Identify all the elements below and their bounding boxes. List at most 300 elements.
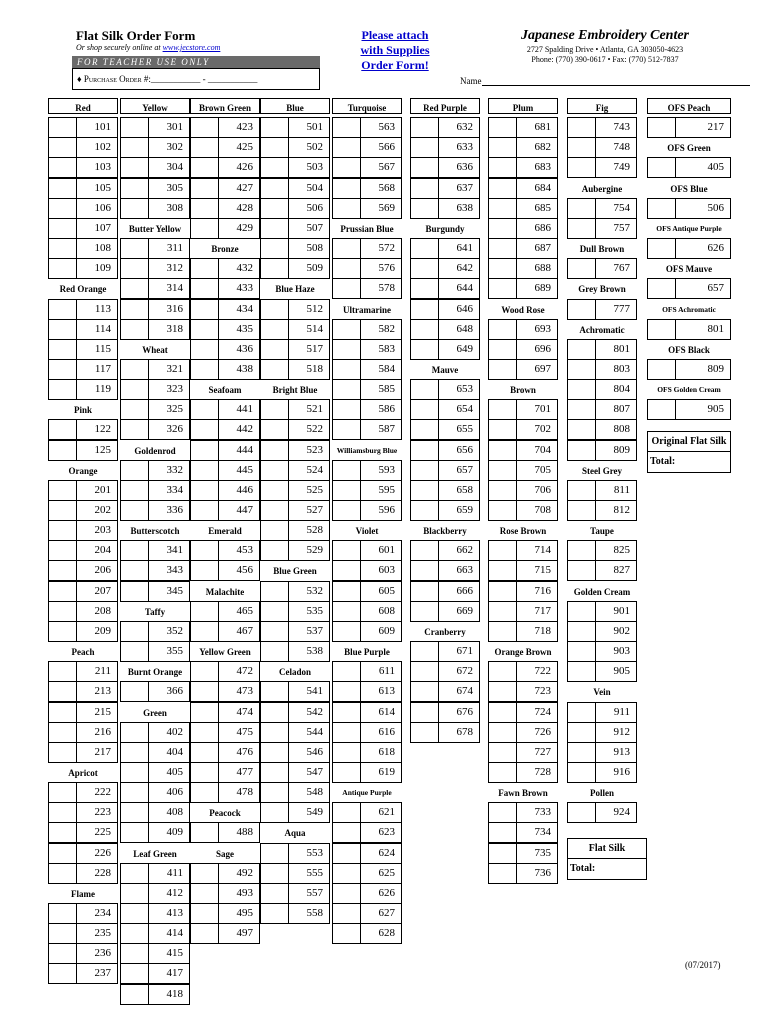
- quantity-box[interactable]: [333, 662, 361, 681]
- color-order-cell[interactable]: [190, 440, 260, 461]
- color-order-cell[interactable]: [190, 540, 260, 561]
- color-order-cell[interactable]: [260, 581, 330, 602]
- color-order-cell[interactable]: [410, 681, 480, 702]
- color-order-cell[interactable]: [488, 178, 558, 199]
- quantity-box[interactable]: [489, 561, 517, 580]
- quantity-box[interactable]: [489, 763, 517, 782]
- color-order-cell[interactable]: [567, 540, 637, 561]
- color-order-cell[interactable]: [410, 198, 480, 219]
- color-order-cell[interactable]: [410, 238, 480, 259]
- color-order-cell[interactable]: [48, 722, 118, 743]
- color-order-cell[interactable]: [190, 480, 260, 501]
- quantity-box[interactable]: [261, 118, 289, 137]
- quantity-box[interactable]: [49, 682, 77, 701]
- color-order-cell[interactable]: [647, 319, 731, 340]
- quantity-box[interactable]: [489, 441, 517, 460]
- quantity-box[interactable]: [191, 360, 219, 379]
- quantity-box[interactable]: [489, 743, 517, 762]
- quantity-box[interactable]: [49, 864, 77, 883]
- color-order-cell[interactable]: [48, 863, 118, 884]
- quantity-box[interactable]: [489, 662, 517, 681]
- quantity-box[interactable]: [49, 904, 77, 923]
- quantity-box[interactable]: [333, 481, 361, 500]
- quantity-box[interactable]: [411, 642, 439, 661]
- color-order-cell[interactable]: [48, 117, 118, 138]
- quantity-box[interactable]: [261, 239, 289, 258]
- color-order-cell[interactable]: [120, 863, 190, 884]
- quantity-box[interactable]: [333, 158, 361, 177]
- color-order-cell[interactable]: [260, 903, 330, 924]
- color-order-cell[interactable]: [48, 419, 118, 440]
- color-order-cell[interactable]: [120, 460, 190, 481]
- quantity-box[interactable]: [121, 642, 149, 661]
- color-order-cell[interactable]: [190, 923, 260, 944]
- color-order-cell[interactable]: [410, 178, 480, 199]
- color-order-cell[interactable]: [190, 621, 260, 642]
- color-order-cell[interactable]: [48, 581, 118, 602]
- quantity-box[interactable]: [568, 481, 596, 500]
- quantity-box[interactable]: [191, 420, 219, 439]
- quantity-box[interactable]: [121, 179, 149, 198]
- quantity-box[interactable]: [411, 179, 439, 198]
- color-order-cell[interactable]: [567, 440, 637, 461]
- quantity-box[interactable]: [411, 501, 439, 520]
- color-order-cell[interactable]: [120, 581, 190, 602]
- quantity-box[interactable]: [411, 138, 439, 157]
- color-order-cell[interactable]: [410, 258, 480, 279]
- quantity-box[interactable]: [568, 602, 596, 621]
- quantity-box[interactable]: [121, 481, 149, 500]
- color-order-cell[interactable]: [488, 540, 558, 561]
- color-order-cell[interactable]: [190, 278, 260, 299]
- quantity-box[interactable]: [568, 199, 596, 218]
- quantity-box[interactable]: [333, 199, 361, 218]
- quantity-box[interactable]: [489, 340, 517, 359]
- quantity-box[interactable]: [261, 360, 289, 379]
- quantity-box[interactable]: [411, 199, 439, 218]
- quantity-box[interactable]: [489, 138, 517, 157]
- quantity-box[interactable]: [49, 743, 77, 762]
- quantity-box[interactable]: [568, 541, 596, 560]
- quantity-box[interactable]: [261, 844, 289, 863]
- quantity-box[interactable]: [49, 501, 77, 520]
- quantity-box[interactable]: [49, 602, 77, 621]
- quantity-box[interactable]: [411, 300, 439, 319]
- color-order-cell[interactable]: [48, 802, 118, 823]
- quantity-box[interactable]: [121, 904, 149, 923]
- color-order-cell[interactable]: [260, 238, 330, 259]
- quantity-box[interactable]: [49, 541, 77, 560]
- quantity-box[interactable]: [261, 481, 289, 500]
- quantity-box[interactable]: [191, 279, 219, 298]
- color-order-cell[interactable]: [260, 681, 330, 702]
- quantity-box[interactable]: [333, 924, 361, 943]
- quantity-box[interactable]: [411, 279, 439, 298]
- quantity-box[interactable]: [261, 642, 289, 661]
- quantity-box[interactable]: [489, 501, 517, 520]
- color-order-cell[interactable]: [190, 782, 260, 803]
- color-order-cell[interactable]: [488, 601, 558, 622]
- quantity-box[interactable]: [333, 239, 361, 258]
- color-order-cell[interactable]: [190, 218, 260, 239]
- quantity-box[interactable]: [191, 662, 219, 681]
- color-order-cell[interactable]: [410, 399, 480, 420]
- color-order-cell[interactable]: [48, 601, 118, 622]
- color-order-cell[interactable]: [120, 480, 190, 501]
- color-order-cell[interactable]: [260, 621, 330, 642]
- quantity-box[interactable]: [121, 682, 149, 701]
- color-order-cell[interactable]: [48, 742, 118, 763]
- color-order-cell[interactable]: [567, 702, 637, 723]
- color-order-cell[interactable]: [332, 822, 402, 843]
- quantity-box[interactable]: [568, 501, 596, 520]
- quantity-box[interactable]: [191, 783, 219, 802]
- quantity-box[interactable]: [121, 964, 149, 983]
- color-order-cell[interactable]: [332, 339, 402, 360]
- color-order-cell[interactable]: [567, 480, 637, 501]
- quantity-box[interactable]: [121, 279, 149, 298]
- quantity-box[interactable]: [121, 985, 149, 1004]
- color-order-cell[interactable]: [120, 278, 190, 299]
- quantity-box[interactable]: [261, 158, 289, 177]
- quantity-box[interactable]: [411, 723, 439, 742]
- color-order-cell[interactable]: [190, 137, 260, 158]
- quantity-box[interactable]: [333, 461, 361, 480]
- quantity-box[interactable]: [121, 864, 149, 883]
- color-order-cell[interactable]: [332, 863, 402, 884]
- shop-link[interactable]: www.jecstore.com: [162, 43, 221, 52]
- quantity-box[interactable]: [411, 582, 439, 601]
- quantity-box[interactable]: [489, 400, 517, 419]
- color-order-cell[interactable]: [410, 319, 480, 340]
- quantity-box[interactable]: [261, 179, 289, 198]
- quantity-box[interactable]: [49, 219, 77, 238]
- color-order-cell[interactable]: [48, 258, 118, 279]
- color-order-cell[interactable]: [410, 540, 480, 561]
- ofs-total-field[interactable]: Total:: [647, 452, 731, 473]
- color-order-cell[interactable]: [332, 843, 402, 864]
- color-order-cell[interactable]: [332, 722, 402, 743]
- color-order-cell[interactable]: [190, 500, 260, 521]
- color-order-cell[interactable]: [410, 278, 480, 299]
- color-order-cell[interactable]: [260, 198, 330, 219]
- quantity-box[interactable]: [49, 300, 77, 319]
- color-order-cell[interactable]: [488, 661, 558, 682]
- quantity-box[interactable]: [191, 823, 219, 842]
- color-order-cell[interactable]: [332, 379, 402, 400]
- quantity-box[interactable]: [489, 118, 517, 137]
- quantity-box[interactable]: [121, 461, 149, 480]
- color-order-cell[interactable]: [410, 137, 480, 158]
- color-order-cell[interactable]: [260, 883, 330, 904]
- quantity-box[interactable]: [489, 723, 517, 742]
- color-order-cell[interactable]: [120, 782, 190, 803]
- quantity-box[interactable]: [121, 803, 149, 822]
- color-order-cell[interactable]: [410, 379, 480, 400]
- quantity-box[interactable]: [489, 420, 517, 439]
- color-order-cell[interactable]: [260, 742, 330, 763]
- color-order-cell[interactable]: [260, 399, 330, 420]
- quantity-box[interactable]: [333, 400, 361, 419]
- quantity-box[interactable]: [121, 118, 149, 137]
- color-order-cell[interactable]: [120, 621, 190, 642]
- quantity-box[interactable]: [568, 723, 596, 742]
- quantity-box[interactable]: [191, 501, 219, 520]
- quantity-box[interactable]: [489, 823, 517, 842]
- color-order-cell[interactable]: [120, 681, 190, 702]
- quantity-box[interactable]: [49, 320, 77, 339]
- quantity-box[interactable]: [191, 441, 219, 460]
- quantity-box[interactable]: [261, 723, 289, 742]
- color-order-cell[interactable]: [48, 923, 118, 944]
- color-order-cell[interactable]: [488, 762, 558, 783]
- quantity-box[interactable]: [568, 138, 596, 157]
- quantity-box[interactable]: [333, 279, 361, 298]
- quantity-box[interactable]: [489, 158, 517, 177]
- quantity-box[interactable]: [261, 803, 289, 822]
- color-order-cell[interactable]: [332, 178, 402, 199]
- color-order-cell[interactable]: [190, 157, 260, 178]
- color-order-cell[interactable]: [647, 359, 731, 380]
- quantity-box[interactable]: [261, 541, 289, 560]
- color-order-cell[interactable]: [332, 419, 402, 440]
- quantity-box[interactable]: [191, 461, 219, 480]
- color-order-cell[interactable]: [120, 117, 190, 138]
- color-order-cell[interactable]: [410, 722, 480, 743]
- quantity-box[interactable]: [411, 239, 439, 258]
- color-order-cell[interactable]: [488, 702, 558, 723]
- color-order-cell[interactable]: [488, 843, 558, 864]
- color-order-cell[interactable]: [260, 460, 330, 481]
- quantity-box[interactable]: [648, 158, 676, 177]
- quantity-box[interactable]: [568, 763, 596, 782]
- color-order-cell[interactable]: [488, 238, 558, 259]
- color-order-cell[interactable]: [48, 157, 118, 178]
- quantity-box[interactable]: [121, 884, 149, 903]
- quantity-box[interactable]: [121, 783, 149, 802]
- quantity-box[interactable]: [121, 723, 149, 742]
- quantity-box[interactable]: [568, 743, 596, 762]
- quantity-box[interactable]: [489, 602, 517, 621]
- color-order-cell[interactable]: [567, 299, 637, 320]
- quantity-box[interactable]: [261, 521, 289, 540]
- color-order-cell[interactable]: [567, 500, 637, 521]
- color-order-cell[interactable]: [120, 157, 190, 178]
- quantity-box[interactable]: [191, 219, 219, 238]
- color-order-cell[interactable]: [260, 117, 330, 138]
- color-order-cell[interactable]: [332, 802, 402, 823]
- quantity-box[interactable]: [333, 763, 361, 782]
- quantity-box[interactable]: [568, 219, 596, 238]
- color-order-cell[interactable]: [332, 460, 402, 481]
- color-order-cell[interactable]: [120, 883, 190, 904]
- color-order-cell[interactable]: [332, 198, 402, 219]
- quantity-box[interactable]: [121, 924, 149, 943]
- quantity-box[interactable]: [261, 743, 289, 762]
- color-order-cell[interactable]: [190, 903, 260, 924]
- color-order-cell[interactable]: [410, 440, 480, 461]
- quantity-box[interactable]: [261, 703, 289, 722]
- quantity-box[interactable]: [568, 420, 596, 439]
- quantity-box[interactable]: [121, 300, 149, 319]
- color-order-cell[interactable]: [410, 661, 480, 682]
- quantity-box[interactable]: [648, 279, 676, 298]
- quantity-box[interactable]: [261, 138, 289, 157]
- color-order-cell[interactable]: [190, 883, 260, 904]
- color-order-cell[interactable]: [410, 581, 480, 602]
- color-order-cell[interactable]: [332, 157, 402, 178]
- color-order-cell[interactable]: [48, 943, 118, 964]
- color-order-cell[interactable]: [120, 379, 190, 400]
- color-order-cell[interactable]: [410, 299, 480, 320]
- quantity-box[interactable]: [411, 541, 439, 560]
- quantity-box[interactable]: [333, 561, 361, 580]
- color-order-cell[interactable]: [120, 238, 190, 259]
- color-order-cell[interactable]: [488, 399, 558, 420]
- color-order-cell[interactable]: [190, 359, 260, 380]
- quantity-box[interactable]: [411, 380, 439, 399]
- color-order-cell[interactable]: [410, 560, 480, 581]
- color-order-cell[interactable]: [567, 621, 637, 642]
- color-order-cell[interactable]: [48, 702, 118, 723]
- color-order-cell[interactable]: [567, 258, 637, 279]
- color-order-cell[interactable]: [190, 319, 260, 340]
- quantity-box[interactable]: [191, 924, 219, 943]
- color-order-cell[interactable]: [260, 843, 330, 864]
- color-order-cell[interactable]: [410, 419, 480, 440]
- quantity-box[interactable]: [333, 420, 361, 439]
- color-order-cell[interactable]: [48, 621, 118, 642]
- color-order-cell[interactable]: [120, 984, 190, 1005]
- quantity-box[interactable]: [49, 622, 77, 641]
- quantity-box[interactable]: [333, 682, 361, 701]
- quantity-box[interactable]: [49, 118, 77, 137]
- quantity-box[interactable]: [121, 239, 149, 258]
- color-order-cell[interactable]: [48, 480, 118, 501]
- color-order-cell[interactable]: [190, 863, 260, 884]
- quantity-box[interactable]: [411, 118, 439, 137]
- quantity-box[interactable]: [333, 259, 361, 278]
- quantity-box[interactable]: [49, 380, 77, 399]
- color-order-cell[interactable]: [260, 802, 330, 823]
- quantity-box[interactable]: [49, 521, 77, 540]
- color-order-cell[interactable]: [120, 359, 190, 380]
- quantity-box[interactable]: [568, 259, 596, 278]
- color-order-cell[interactable]: [410, 480, 480, 501]
- color-order-cell[interactable]: [48, 299, 118, 320]
- color-order-cell[interactable]: [260, 319, 330, 340]
- quantity-box[interactable]: [49, 703, 77, 722]
- color-order-cell[interactable]: [48, 178, 118, 199]
- color-order-cell[interactable]: [488, 560, 558, 581]
- color-order-cell[interactable]: [48, 319, 118, 340]
- color-order-cell[interactable]: [190, 762, 260, 783]
- quantity-box[interactable]: [489, 682, 517, 701]
- quantity-box[interactable]: [489, 864, 517, 883]
- color-order-cell[interactable]: [190, 560, 260, 581]
- quantity-box[interactable]: [121, 259, 149, 278]
- color-order-cell[interactable]: [48, 379, 118, 400]
- quantity-box[interactable]: [261, 783, 289, 802]
- color-order-cell[interactable]: [567, 802, 637, 823]
- color-order-cell[interactable]: [567, 641, 637, 662]
- color-order-cell[interactable]: [260, 218, 330, 239]
- quantity-box[interactable]: [49, 199, 77, 218]
- quantity-box[interactable]: [191, 703, 219, 722]
- color-order-cell[interactable]: [567, 137, 637, 158]
- color-order-cell[interactable]: [190, 661, 260, 682]
- color-order-cell[interactable]: [48, 218, 118, 239]
- color-order-cell[interactable]: [120, 762, 190, 783]
- color-order-cell[interactable]: [332, 500, 402, 521]
- color-order-cell[interactable]: [120, 903, 190, 924]
- color-order-cell[interactable]: [48, 198, 118, 219]
- color-order-cell[interactable]: [190, 601, 260, 622]
- quantity-box[interactable]: [191, 743, 219, 762]
- color-order-cell[interactable]: [647, 238, 731, 259]
- quantity-box[interactable]: [411, 703, 439, 722]
- color-order-cell[interactable]: [410, 641, 480, 662]
- color-order-cell[interactable]: [567, 661, 637, 682]
- color-order-cell[interactable]: [647, 399, 731, 420]
- color-order-cell[interactable]: [488, 722, 558, 743]
- quantity-box[interactable]: [489, 582, 517, 601]
- color-order-cell[interactable]: [260, 299, 330, 320]
- quantity-box[interactable]: [489, 199, 517, 218]
- quantity-box[interactable]: [121, 501, 149, 520]
- color-order-cell[interactable]: [567, 601, 637, 622]
- quantity-box[interactable]: [261, 259, 289, 278]
- quantity-box[interactable]: [411, 441, 439, 460]
- quantity-box[interactable]: [333, 380, 361, 399]
- quantity-box[interactable]: [411, 420, 439, 439]
- quantity-box[interactable]: [121, 420, 149, 439]
- color-order-cell[interactable]: [120, 198, 190, 219]
- quantity-box[interactable]: [191, 118, 219, 137]
- color-order-cell[interactable]: [488, 440, 558, 461]
- color-order-cell[interactable]: [190, 258, 260, 279]
- quantity-box[interactable]: [49, 723, 77, 742]
- quantity-box[interactable]: [568, 300, 596, 319]
- quantity-box[interactable]: [121, 823, 149, 842]
- quantity-box[interactable]: [568, 662, 596, 681]
- name-field[interactable]: [460, 76, 750, 86]
- quantity-box[interactable]: [49, 783, 77, 802]
- quantity-box[interactable]: [191, 320, 219, 339]
- quantity-box[interactable]: [489, 219, 517, 238]
- quantity-box[interactable]: [261, 420, 289, 439]
- quantity-box[interactable]: [261, 400, 289, 419]
- color-order-cell[interactable]: [120, 500, 190, 521]
- color-order-cell[interactable]: [488, 822, 558, 843]
- quantity-box[interactable]: [191, 300, 219, 319]
- color-order-cell[interactable]: [332, 681, 402, 702]
- quantity-box[interactable]: [49, 340, 77, 359]
- color-order-cell[interactable]: [190, 399, 260, 420]
- color-order-cell[interactable]: [410, 339, 480, 360]
- color-order-cell[interactable]: [48, 238, 118, 259]
- color-order-cell[interactable]: [567, 722, 637, 743]
- color-order-cell[interactable]: [488, 742, 558, 763]
- color-order-cell[interactable]: [120, 178, 190, 199]
- quantity-box[interactable]: [261, 582, 289, 601]
- quantity-box[interactable]: [121, 541, 149, 560]
- quantity-box[interactable]: [261, 602, 289, 621]
- flat-silk-total-field[interactable]: Total:: [567, 859, 647, 880]
- quantity-box[interactable]: [191, 340, 219, 359]
- quantity-box[interactable]: [261, 340, 289, 359]
- color-order-cell[interactable]: [120, 419, 190, 440]
